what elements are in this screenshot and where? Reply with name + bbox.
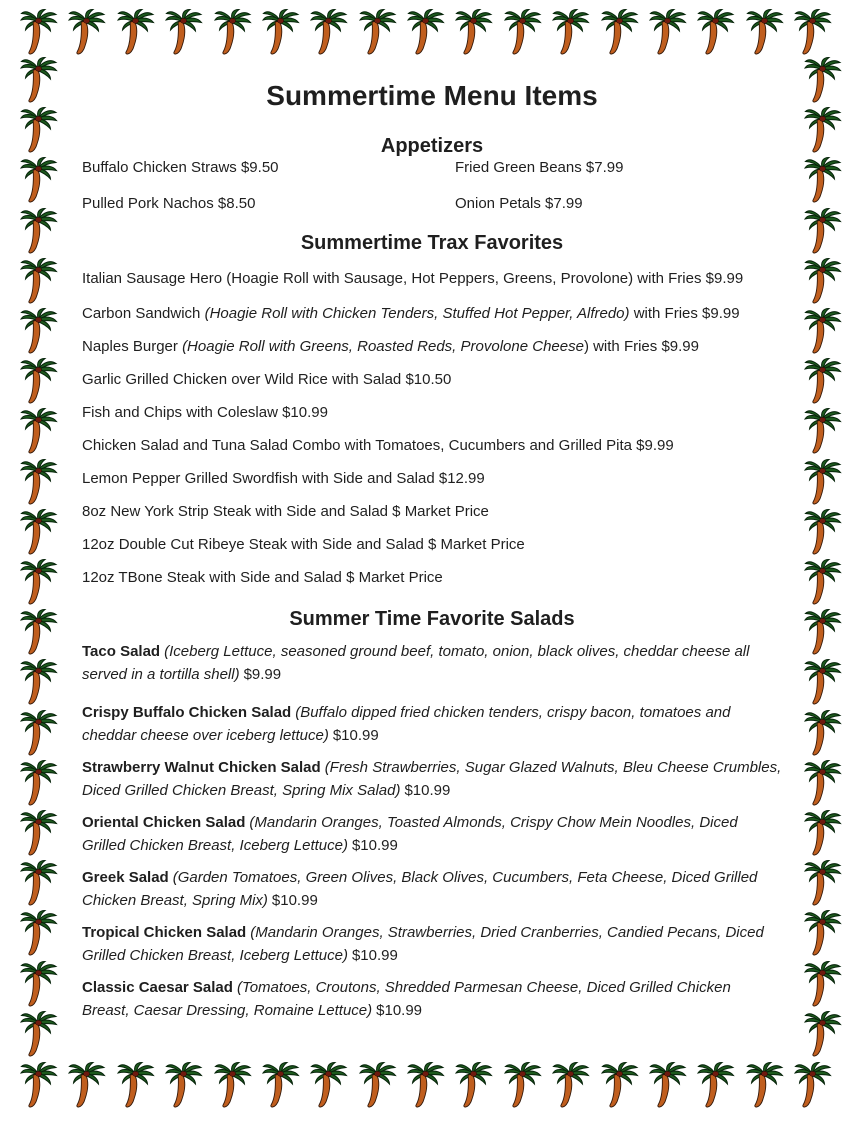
palm-tree-icon	[697, 1062, 735, 1108]
section-heading: Summertime Trax Favorites	[300, 232, 564, 254]
palm-tree-icon	[455, 9, 493, 55]
palm-tree-icon	[804, 157, 842, 203]
section-trax-favorites	[82, 231, 782, 587]
palm-tree-icon	[20, 107, 58, 153]
palm-tree-icon	[794, 9, 832, 55]
section-salads	[82, 607, 782, 1022]
menu-item	[82, 269, 782, 288]
menu-item-name: Strawberry Walnut Chicken Salad	[82, 759, 321, 776]
menu-item-text: 8oz New York Strip Steak with Side and Salad $ Market Price	[82, 503, 489, 520]
menu-item	[82, 370, 782, 389]
menu-item: Fried Green Beans $7.99	[455, 159, 624, 176]
menu-item-description: (Tomatoes, Croutons, Shredded Parmesan Cheese, Diced Grilled Chicken Breast, Caesar Dressing, Romaine Lettuce)	[82, 979, 731, 1019]
palm-tree-icon	[804, 57, 842, 103]
menu-item-tail: ) with Fries $9.99	[583, 338, 699, 355]
menu-item-description: (Iceberg Lettuce, seasoned ground beef, tomato, onion, black olives, cheddar cheese all served in a tortilla shell)	[82, 643, 750, 683]
palm-tree-icon	[20, 760, 58, 806]
section-appetizers	[82, 134, 782, 213]
menu-item	[82, 867, 782, 912]
palm-border-bottom	[20, 1062, 832, 1108]
menu-item-price: $10.99	[376, 1001, 423, 1019]
palm-tree-icon	[407, 9, 445, 55]
palm-tree-icon	[649, 9, 687, 55]
palm-tree-icon	[214, 1062, 252, 1108]
palm-tree-icon	[359, 9, 397, 55]
menu-item	[82, 922, 782, 967]
palm-tree-icon	[552, 1062, 590, 1108]
menu-item-description: (Hoagie Roll with Chicken Tenders, Stuffed Hot Pepper, Alfredo)	[204, 305, 630, 322]
menu-item-price: $10.99	[351, 836, 398, 854]
palm-tree-icon	[794, 1062, 832, 1108]
palm-tree-icon	[804, 107, 842, 153]
palm-tree-icon	[804, 358, 842, 404]
palm-tree-icon	[804, 559, 842, 605]
menu-item-name: Classic Caesar Salad	[82, 979, 233, 996]
menu-item-description: (Mandarin Oranges, Toasted Almonds, Crispy Chow Mein Noodles, Diced Grilled Chicken Breast, Iceberg Lettuce)	[82, 814, 738, 854]
palm-tree-icon	[68, 1062, 106, 1108]
palm-tree-icon	[804, 810, 842, 856]
palm-tree-icon	[804, 408, 842, 454]
palm-tree-icon	[20, 157, 58, 203]
palm-tree-icon	[20, 408, 58, 454]
palm-tree-icon	[746, 9, 784, 55]
section-heading: Appetizers	[380, 135, 484, 157]
appetizer-row	[82, 194, 782, 213]
palm-tree-icon	[20, 208, 58, 254]
palm-border-top	[20, 9, 832, 55]
palm-tree-icon	[310, 1062, 348, 1108]
menu-item	[82, 812, 782, 857]
menu-item: Pulled Pork Nachos $8.50	[82, 195, 256, 212]
menu-item-text: Fish and Chips with Coleslaw $10.99	[82, 404, 328, 421]
palm-tree-icon	[804, 308, 842, 354]
section-heading: Summer Time Favorite Salads	[289, 608, 575, 630]
palm-tree-icon	[804, 860, 842, 906]
menu-item-price: $10.99	[332, 726, 379, 744]
palm-tree-icon	[20, 57, 58, 103]
menu-item-text: Italian Sausage Hero (Hoagie Roll with Sausage, Hot Peppers, Greens, Provolone) with Fries $9.99	[82, 270, 744, 287]
palm-tree-icon	[262, 9, 300, 55]
palm-tree-icon	[804, 609, 842, 655]
palm-tree-icon	[20, 1062, 58, 1108]
menu-item-tail: with Fries $9.99	[629, 305, 740, 322]
palm-tree-icon	[455, 1062, 493, 1108]
palm-tree-icon	[804, 509, 842, 555]
menu-item-text: Chicken Salad and Tuna Salad Combo with Tomatoes, Cucumbers and Grilled Pita $9.99	[82, 437, 674, 454]
menu-item-description: (Mandarin Oranges, Strawberries, Dried Cranberries, Candied Pecans, Diced Grilled Chicken Breast, Iceberg Lettuce)	[82, 924, 764, 964]
palm-tree-icon	[804, 910, 842, 956]
menu-item	[82, 568, 782, 587]
palm-tree-icon	[804, 961, 842, 1007]
palm-tree-icon	[310, 9, 348, 55]
palm-border-right	[804, 57, 842, 1057]
menu-sections	[82, 134, 782, 1022]
palm-tree-icon	[20, 258, 58, 304]
palm-border-left	[20, 57, 58, 1057]
menu-item-name: Tropical Chicken Salad	[82, 924, 247, 941]
palm-tree-icon	[649, 1062, 687, 1108]
menu-item-name: Carbon Sandwich	[82, 305, 205, 322]
palm-tree-icon	[20, 810, 58, 856]
menu-item-text: Garlic Grilled Chicken over Wild Rice with Salad $10.50	[82, 371, 452, 388]
menu-item-name: Crispy Buffalo Chicken Salad	[82, 704, 292, 721]
palm-tree-icon	[601, 9, 639, 55]
palm-tree-icon	[804, 710, 842, 756]
palm-tree-icon	[20, 358, 58, 404]
menu-item	[82, 702, 782, 747]
palm-tree-icon	[504, 9, 542, 55]
menu-item-name: Oriental Chicken Salad	[82, 814, 246, 831]
menu-item-name: Naples Burger	[82, 338, 183, 355]
palm-tree-icon	[68, 9, 106, 55]
palm-tree-icon	[407, 1062, 445, 1108]
menu-item-description: (Fresh Strawberries, Sugar Glazed Walnuts, Bleu Cheese Crumbles, Diced Grilled Chicken Breast, Spring Mix Salad)	[82, 759, 782, 799]
palm-tree-icon	[20, 710, 58, 756]
menu-item	[82, 337, 782, 356]
palm-tree-icon	[804, 659, 842, 705]
palm-tree-icon	[804, 1011, 842, 1057]
palm-tree-icon	[20, 9, 58, 55]
palm-tree-icon	[20, 459, 58, 505]
palm-tree-icon	[20, 308, 58, 354]
menu-item	[82, 977, 782, 1022]
page-title: Summertime Menu Items	[266, 80, 598, 111]
menu-item	[82, 436, 782, 455]
palm-tree-icon	[20, 559, 58, 605]
appetizer-row	[82, 158, 782, 177]
menu-content	[82, 80, 782, 1022]
menu-item-name: Taco Salad	[82, 643, 161, 660]
palm-tree-icon	[165, 1062, 203, 1108]
palm-tree-icon	[214, 9, 252, 55]
palm-tree-icon	[552, 9, 590, 55]
palm-tree-icon	[804, 459, 842, 505]
palm-tree-icon	[504, 1062, 542, 1108]
palm-tree-icon	[165, 9, 203, 55]
menu-item	[82, 535, 782, 554]
menu-item	[82, 403, 782, 422]
palm-tree-icon	[20, 659, 58, 705]
menu-item-text: Lemon Pepper Grilled Swordfish with Side and Salad $12.99	[82, 470, 485, 487]
menu-item	[82, 641, 782, 686]
palm-tree-icon	[20, 1011, 58, 1057]
menu-item	[82, 304, 782, 323]
menu-item-price: $10.99	[271, 891, 318, 909]
palm-tree-icon	[20, 609, 58, 655]
palm-tree-icon	[117, 1062, 155, 1108]
menu-item-text: 12oz Double Cut Ribeye Steak with Side and Salad $ Market Price	[82, 536, 525, 553]
menu-item-price: $10.99	[404, 781, 451, 799]
menu-item-description: (Hoagie Roll with Greens, Roasted Reds, Provolone Cheese	[182, 338, 584, 355]
menu-item-description: (Garden Tomatoes, Green Olives, Black Olives, Cucumbers, Feta Cheese, Diced Grilled Chicken Breast, Spring Mix)	[82, 869, 758, 909]
palm-tree-icon	[20, 910, 58, 956]
palm-tree-icon	[746, 1062, 784, 1108]
palm-tree-icon	[20, 860, 58, 906]
menu-item-price: $9.99	[243, 665, 282, 683]
palm-tree-icon	[359, 1062, 397, 1108]
palm-tree-icon	[804, 258, 842, 304]
menu-item	[82, 757, 782, 802]
menu-item: Buffalo Chicken Straws $9.50	[82, 159, 279, 176]
menu-item: Onion Petals $7.99	[455, 195, 583, 212]
palm-tree-icon	[20, 961, 58, 1007]
menu-item-text: 12oz TBone Steak with Side and Salad $ Market Price	[82, 569, 443, 586]
menu-item-name: Greek Salad	[82, 869, 169, 886]
palm-tree-icon	[262, 1062, 300, 1108]
palm-tree-icon	[117, 9, 155, 55]
menu-item	[82, 502, 782, 521]
menu-item-description: (Buffalo dipped fried chicken tenders, crispy bacon, tomatoes and cheddar cheese over iceberg lettuce)	[82, 704, 731, 744]
palm-tree-icon	[601, 1062, 639, 1108]
palm-tree-icon	[20, 509, 58, 555]
palm-tree-icon	[804, 208, 842, 254]
palm-tree-icon	[804, 760, 842, 806]
palm-tree-icon	[697, 9, 735, 55]
menu-item	[82, 469, 782, 488]
menu-item-price: $10.99	[351, 946, 398, 964]
